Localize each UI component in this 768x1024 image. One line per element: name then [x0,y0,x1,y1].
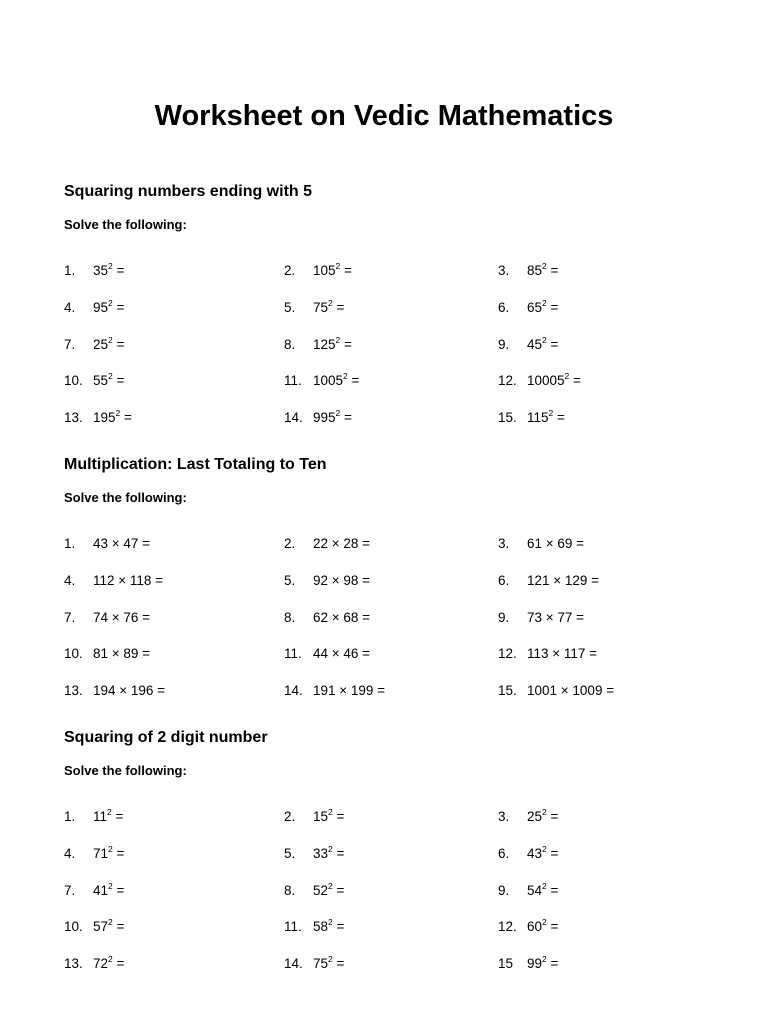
page-title: Worksheet on Vedic Mathematics [154,100,614,132]
expression-equals: = [112,299,125,315]
expression-exponent: 2 [542,843,547,854]
problem-number: 5. [284,572,296,588]
expression-base: 73 × 77 = [527,609,585,625]
expression-base: 113 × 117 = [527,646,598,662]
problem-expression [527,536,584,551]
section-heading: Squaring numbers ending with 5 [64,183,313,200]
problem-expression [93,297,125,315]
problem-item [64,682,165,700]
problem-number: 6. [498,845,510,861]
problem-item [498,682,614,700]
problem-number: 6. [498,572,510,588]
expression-base: 191 × 199 = [313,683,386,698]
problem-expression [93,573,163,588]
expression-base: 60 [527,919,543,935]
section-heading: Multiplication: Last Totaling to Ten [64,456,327,473]
problem-expression [313,334,352,352]
problem-item [498,372,581,390]
problem-item [498,609,584,627]
problem-number: 12. [498,919,517,935]
section-heading: Squaring of 2 digit number [64,729,268,746]
expression-base: 52 [313,882,329,898]
problem-number: 9. [498,882,510,898]
problem-item [284,845,344,863]
problem-item [284,955,344,973]
problem-item [498,955,558,973]
problem-expression [527,334,559,352]
expression-equals: = [112,956,125,971]
problem-expression [313,536,370,551]
expression-exponent: 2 [108,880,113,891]
problem-expression [93,263,124,278]
problem-item [498,645,597,663]
expression-exponent: 2 [108,371,113,382]
expression-equals: = [120,410,132,425]
problem-number: 7. [64,609,76,625]
expression-equals: = [347,373,360,389]
problem-item [498,336,558,354]
section-instruction: Solve the following: [64,217,187,232]
problem-expression [93,536,150,551]
expression-equals: = [112,845,125,861]
problem-item [284,609,370,627]
problem-item [64,336,124,354]
problem-item [498,299,558,317]
expression-base: 1001 × 1009 = [527,683,615,698]
problem-number: 1. [64,536,76,551]
expression-exponent: 2 [108,334,113,345]
expression-exponent: 2 [328,843,333,854]
problem-number: 4. [64,299,76,315]
expression-equals: = [546,956,559,971]
expression-exponent: 2 [542,334,547,345]
expression-base: 58 [313,919,329,935]
problem-number: 14. [284,956,303,971]
problem-expression [527,843,559,861]
expression-equals: = [546,336,559,352]
expression-base: 75 [313,299,329,315]
expression-equals: = [332,956,345,971]
problem-number: 8. [284,609,296,625]
expression-base: 44 × 46 = [313,646,371,662]
expression-equals: = [112,263,125,278]
expression-base: 75 [313,956,329,971]
expression-base: 25 [93,336,109,352]
expression-base: 105 [313,263,336,278]
problem-expression [313,297,345,315]
expression-exponent: 2 [564,371,570,382]
expression-equals: = [340,410,352,425]
problem-expression [313,646,370,661]
problem-number: 7. [64,336,76,352]
problem-expression [93,809,123,824]
problem-number: 2. [284,263,296,278]
problem-item [284,336,352,354]
expression-base: 33 [313,845,329,861]
problem-number: 9. [498,336,510,352]
problem-number: 15. [498,683,517,698]
expression-equals: = [546,299,559,315]
expression-exponent: 2 [328,807,333,817]
expression-base: 22 × 28 = [313,536,371,551]
expression-exponent: 2 [548,408,554,418]
expression-base: 85 [527,263,543,278]
problem-item [284,372,359,390]
problem-item [284,409,352,427]
problem-expression [313,809,344,824]
expression-base: 71 [93,845,109,861]
problem-item [64,572,163,590]
problem-expression [313,373,359,388]
expression-base: 43 [527,845,543,861]
problem-item [284,299,344,317]
expression-equals: = [111,809,124,824]
expression-equals: = [569,373,581,389]
expression-exponent: 2 [542,297,547,308]
problem-expression [93,919,124,934]
problem-expression [527,373,581,388]
expression-base: 43 × 47 = [93,536,151,551]
problem-number: 5. [284,845,296,861]
problem-expression [93,610,150,625]
problem-expression [527,573,599,588]
problem-item [284,682,385,700]
problem-number: 10. [64,919,83,935]
problem-expression [527,297,559,315]
problem-item [64,535,150,553]
expression-exponent: 2 [343,371,348,382]
problem-number: 1. [64,263,76,278]
expression-equals: = [112,336,125,352]
problem-item [498,882,558,900]
problem-expression [527,410,565,425]
expression-exponent: 2 [328,954,333,964]
problem-expression [527,263,558,278]
problem-expression [93,334,125,352]
problem-item [284,645,370,663]
expression-equals: = [332,882,345,898]
expression-base: 61 × 69 = [527,536,585,551]
problem-item [498,572,599,590]
problem-item [64,609,150,627]
problem-number: 11. [284,646,302,662]
problem-item [284,572,370,590]
problem-number: 12. [498,646,517,662]
expression-equals: = [332,809,345,824]
expression-equals: = [546,882,559,898]
problem-number: 6. [498,299,510,315]
problem-number: 13. [64,956,83,971]
problem-number: 5. [284,299,296,315]
problem-expression [93,410,132,425]
section-instruction: Solve the following: [64,490,187,505]
problem-expression [93,843,125,861]
problem-item [498,808,558,826]
problem-number: 4. [64,845,76,861]
expression-equals: = [332,919,345,935]
expression-equals: = [546,919,559,935]
problem-item [284,808,344,826]
expression-base: 95 [93,299,109,315]
problem-item [284,918,344,936]
expression-base: 55 [93,373,109,389]
problem-number: 9. [498,609,510,625]
problem-item [64,409,132,427]
problem-expression [313,410,352,425]
problem-number: 13. [64,683,83,698]
expression-base: 81 × 89 = [93,646,151,662]
problem-expression [313,610,370,625]
problem-item [64,808,123,826]
problem-item [64,372,124,390]
problem-number: 11. [284,919,302,935]
expression-exponent: 2 [542,261,547,271]
problem-number: 3. [498,263,510,278]
problem-item [64,299,124,317]
problem-expression [93,683,165,698]
problem-number: 2. [284,536,296,551]
problem-number: 10. [64,373,83,389]
expression-base: 65 [527,299,543,315]
expression-equals: = [112,882,125,898]
problem-expression [313,956,344,971]
expression-base: 10005 [527,373,565,389]
expression-equals: = [546,809,559,824]
expression-base: 25 [527,809,543,824]
problem-number: 14. [284,410,303,425]
problem-item [284,262,352,280]
expression-base: 15 [313,809,329,824]
expression-base: 125 [313,336,336,352]
expression-equals: = [332,299,345,315]
problem-expression [527,809,558,824]
problem-expression [93,956,124,971]
problem-number: 12. [498,373,517,389]
problem-number: 11. [284,373,302,389]
expression-exponent: 2 [542,917,547,928]
problem-expression [527,610,584,625]
expression-base: 99 [527,956,543,971]
problem-expression [527,956,558,971]
problem-expression [93,646,150,661]
problem-item [498,409,565,427]
problem-item [284,882,344,900]
problem-item [498,918,558,936]
expression-exponent: 2 [335,261,341,271]
expression-exponent: 2 [542,954,547,964]
problem-number: 3. [498,809,510,824]
problem-expression [527,919,558,934]
expression-exponent: 2 [542,880,547,891]
problem-number: 14. [284,683,303,698]
expression-equals: = [340,263,352,278]
problem-item [284,535,370,553]
expression-exponent: 2 [335,408,341,418]
expression-base: 57 [93,919,109,935]
problem-expression [313,573,370,588]
expression-base: 121 × 129 = [527,572,600,588]
expression-equals: = [553,410,565,425]
problem-number: 15. [498,410,517,425]
problem-number: 13. [64,410,83,425]
problem-item [498,845,558,863]
expression-base: 112 × 118 = [93,572,164,588]
problem-expression [313,919,344,934]
problem-number: 10. [64,646,83,662]
problem-number: 4. [64,572,76,588]
problem-number: 2. [284,809,296,824]
expression-base: 74 × 76 = [93,609,151,625]
expression-exponent: 2 [108,297,113,308]
problem-expression [313,683,385,698]
problem-item [64,918,124,936]
expression-base: 92 × 98 = [313,572,371,588]
problem-expression [313,843,345,861]
expression-base: 11 [93,809,108,824]
problem-expression [527,880,559,898]
problem-item [64,262,124,280]
expression-exponent: 2 [108,917,113,928]
expression-exponent: 2 [108,954,113,964]
expression-exponent: 2 [107,807,112,817]
expression-base: 194 × 196 = [93,683,166,698]
problem-number: 15 [498,956,514,971]
expression-exponent: 2 [115,408,121,418]
problem-expression [313,880,345,898]
problem-number: 8. [284,882,296,898]
problem-expression [313,263,352,278]
problem-item [498,262,558,280]
expression-base: 45 [527,336,543,352]
expression-exponent: 2 [335,334,341,345]
expression-exponent: 2 [328,917,333,928]
expression-base: 995 [313,410,336,425]
problem-expression [527,683,614,698]
problem-item [64,645,150,663]
problem-number: 1. [64,809,76,824]
problem-expression [93,880,125,898]
expression-equals: = [546,845,559,861]
problem-item [64,845,124,863]
expression-exponent: 2 [108,261,113,271]
expression-equals: = [546,263,559,278]
problem-item [498,535,584,553]
expression-exponent: 2 [328,297,333,308]
expression-equals: = [112,919,125,935]
expression-base: 1005 [313,373,344,389]
expression-base: 35 [93,263,109,278]
expression-equals: = [112,373,125,389]
problem-item [64,882,124,900]
expression-base: 72 [93,956,109,971]
expression-base: 62 × 68 = [313,609,371,625]
problem-number: 7. [64,882,76,898]
problem-expression [93,373,124,388]
expression-exponent: 2 [328,880,333,891]
expression-base: 115 [527,410,549,425]
problem-expression [527,646,597,661]
expression-equals: = [340,336,352,352]
section-instruction: Solve the following: [64,763,187,778]
expression-exponent: 2 [542,807,547,817]
problem-number: 3. [498,536,510,551]
expression-exponent: 2 [108,843,113,854]
expression-equals: = [332,845,345,861]
expression-base: 41 [93,882,109,898]
problem-item [64,955,124,973]
expression-base: 54 [527,882,543,898]
problem-number: 8. [284,336,296,352]
expression-base: 195 [93,410,116,425]
